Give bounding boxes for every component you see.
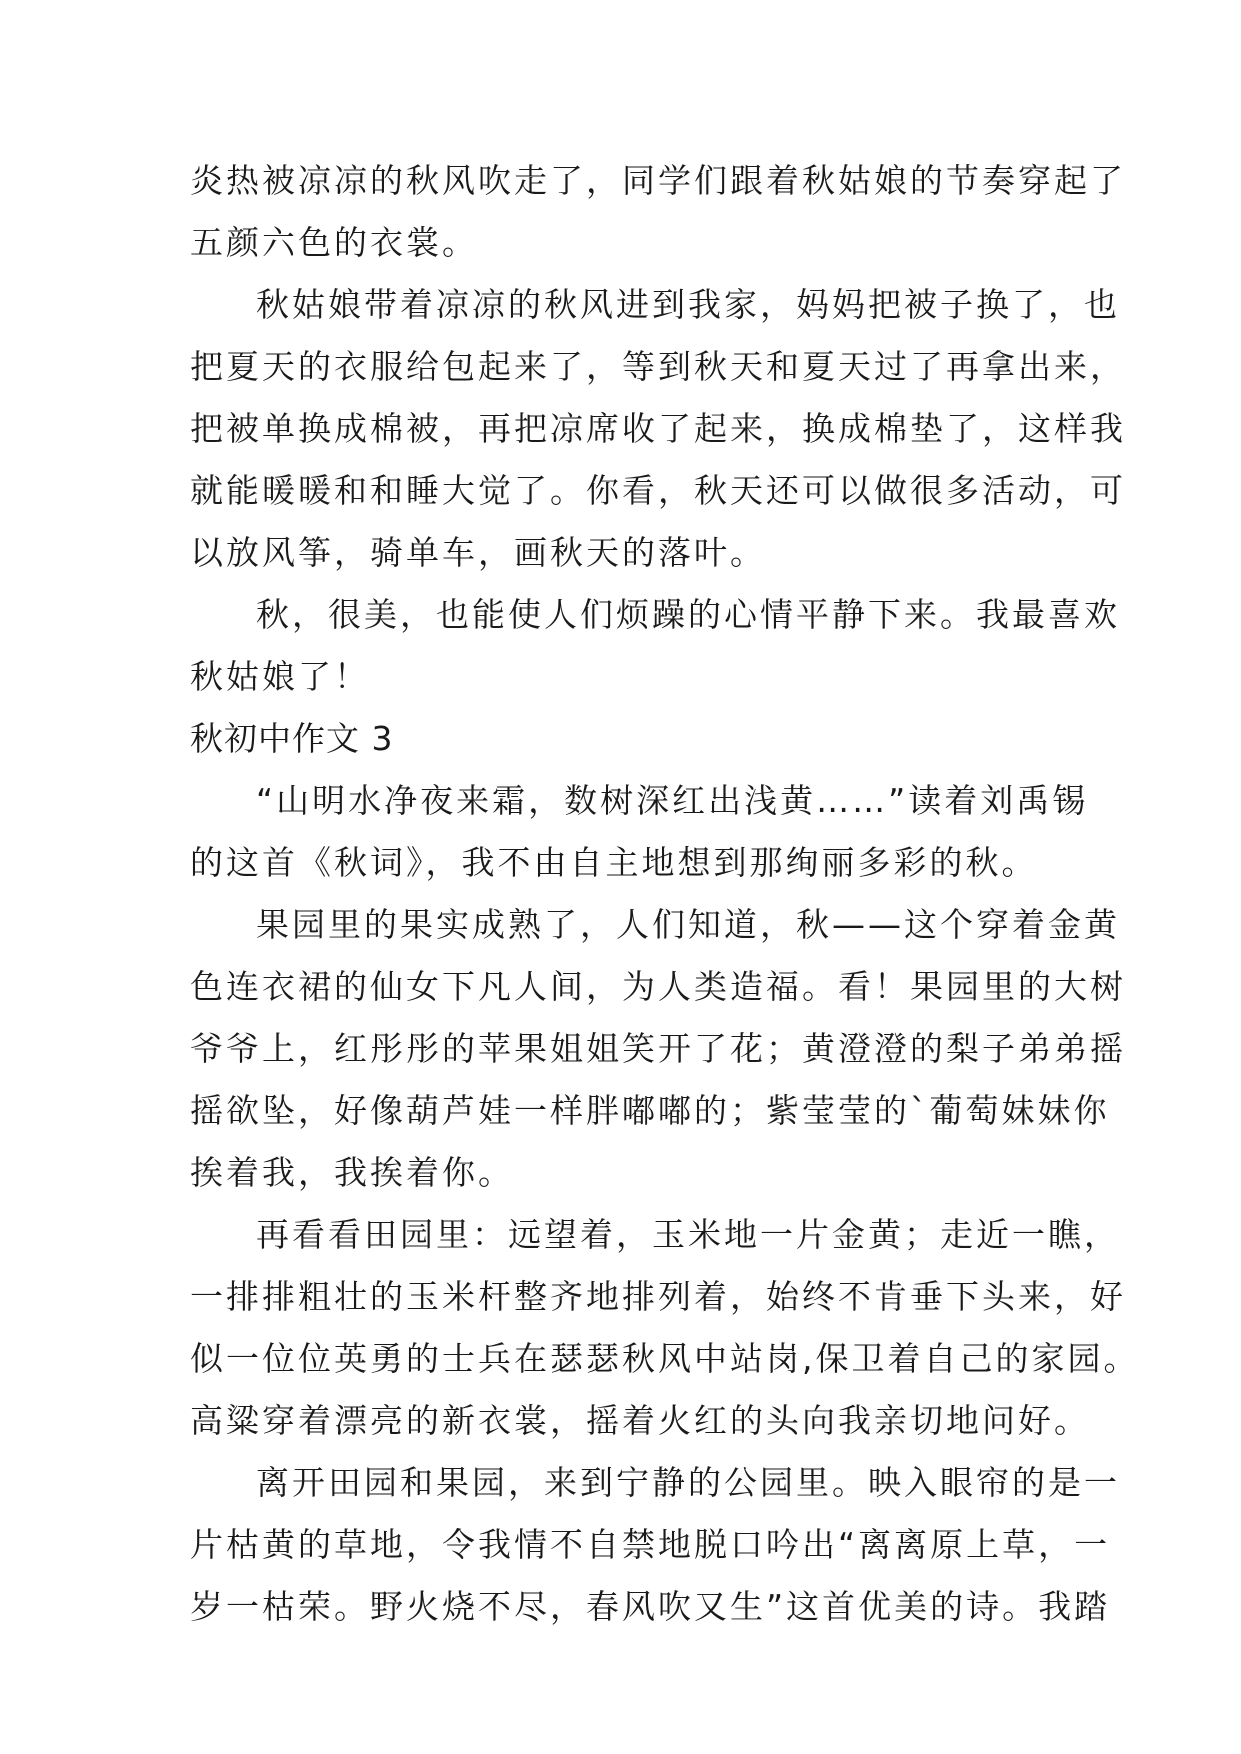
text-line: 把夏天的衣服给包起来了，等到秋天和夏天过了再拿出来， (190, 347, 1126, 386)
text-line: 再看看田园里：远望着，玉米地一片金黄；走近一瞧， (256, 1215, 1120, 1254)
text-line: 挨着我，我挨着你。 (190, 1153, 514, 1192)
section-heading: 秋初中作文 3 (190, 719, 394, 758)
text-line: 五颜六色的衣裳。 (190, 223, 478, 262)
text-line: 片枯黄的草地，令我情不自禁地脱口吟出“离离原上草，一 (190, 1525, 1111, 1564)
text-line: 把被单换成棉被，再把凉席收了起来，换成棉垫了，这样我 (190, 409, 1126, 448)
text-line: 炎热被凉凉的秋风吹走了，同学们跟着秋姑娘的节奏穿起了 (190, 161, 1126, 200)
text-line: 以放风筝，骑单车，画秋天的落叶。 (190, 533, 766, 572)
text-line: 秋，很美，也能使人们烦躁的心情平静下来。我最喜欢 (256, 595, 1120, 634)
text-line: 岁一枯荣。野火烧不尽，春风吹又生”这首优美的诗。我踏 (190, 1587, 1111, 1626)
text-line: 就能暖暖和和睡大觉了。你看，秋天还可以做很多活动，可 (190, 471, 1126, 510)
text-line: 似一位位英勇的士兵在瑟瑟秋风中站岗,保卫着自己的家园。 (190, 1339, 1140, 1378)
text-line: “山明水净夜来霜，数树深红出浅黄……”读着刘禹锡 (256, 781, 1089, 820)
text-line: 摇欲坠，好像葫芦娃一样胖嘟嘟的；紫莹莹的`葡萄妹妹你 (190, 1091, 1110, 1130)
text-line: 爷爷上，红彤彤的苹果姐姐笑开了花；黄澄澄的梨子弟弟摇 (190, 1029, 1126, 1068)
text-line: 秋姑娘带着凉凉的秋风进到我家，妈妈把被子换了，也 (256, 285, 1120, 324)
text-line: 色连衣裙的仙女下凡人间，为人类造福。看！果园里的大树 (190, 967, 1126, 1006)
document-body (190, 150, 1140, 1638)
text-line: 果园里的果实成熟了，人们知道，秋——这个穿着金黄 (256, 905, 1120, 944)
text-line: 离开田园和果园，来到宁静的公园里。映入眼帘的是一 (256, 1463, 1120, 1502)
text-line: 高粱穿着漂亮的新衣裳，摇着火红的头向我亲切地问好。 (190, 1401, 1090, 1440)
text-line: 秋姑娘了！ (190, 657, 370, 696)
text-line: 一排排粗壮的玉米杆整齐地排列着，始终不肯垂下头来，好 (190, 1277, 1126, 1316)
text-line: 的这首《秋词》，我不由自主地想到那绚丽多彩的秋。 (190, 843, 1038, 882)
